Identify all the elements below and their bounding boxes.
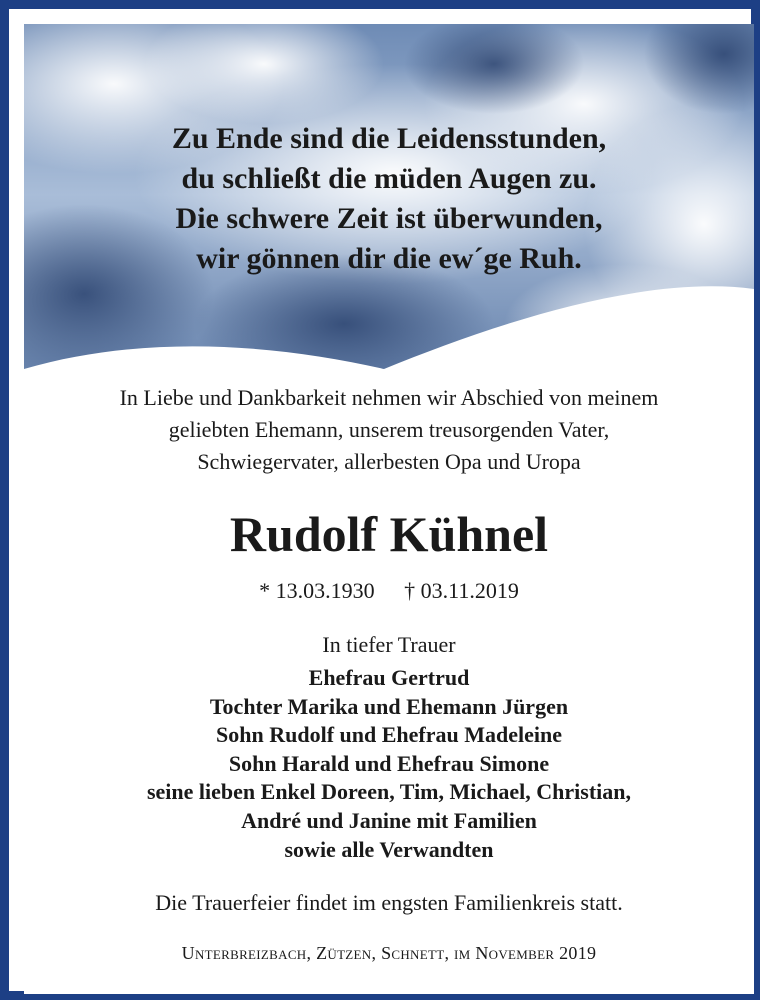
mourner-line: Tochter Marika und Ehemann Jürgen <box>209 693 569 719</box>
farewell-intro <box>24 382 754 478</box>
verse-line: Die schwere Zeit ist überwunden, <box>175 202 603 235</box>
notice-panel <box>24 24 754 994</box>
mourners-list <box>24 664 754 864</box>
death-date: † 03.11.2019 <box>404 578 519 603</box>
mourner-line: André und Janine mit Familien <box>241 807 537 833</box>
verse-line: du schließt die müden Augen zu. <box>181 162 597 195</box>
mourning-label: In tiefer Trauer <box>322 632 456 657</box>
intro-line: In Liebe und Dankbarkeit nehmen wir Abschied von meinem <box>119 385 659 410</box>
mourner-line: Sohn Harald und Ehefrau Simone <box>228 750 550 776</box>
deceased-name: Rudolf Kühnel <box>229 506 549 562</box>
intro-line: geliebten Ehemann, unserem treusorgenden Vater, <box>168 417 610 442</box>
mourner-line: sowie alle Verwandten <box>284 836 494 862</box>
funeral-note: Die Trauerfeier findet im engsten Familienkreis statt. <box>155 890 623 915</box>
intro-line: Schwiegervater, allerbesten Opa und Uropa <box>197 449 581 474</box>
verse-line: wir gönnen dir die ew´ge Ruh. <box>196 242 582 275</box>
mourner-line: Ehefrau Gertrud <box>308 665 470 690</box>
life-dates <box>24 576 754 606</box>
mourner-line: Sohn Rudolf und Ehefrau Madeleine <box>216 722 562 748</box>
birth-date: * 13.03.1930 <box>259 578 375 603</box>
memorial-verse <box>24 119 754 279</box>
verse-line: Zu Ende sind die Leidensstunden, <box>171 122 607 155</box>
mourner-line: seine lieben Enkel Doreen, Tim, Michael, Christian, <box>146 779 631 805</box>
place-and-date: Unterbreizbach, Zützen, Schnett, im November 2019 <box>181 943 597 963</box>
